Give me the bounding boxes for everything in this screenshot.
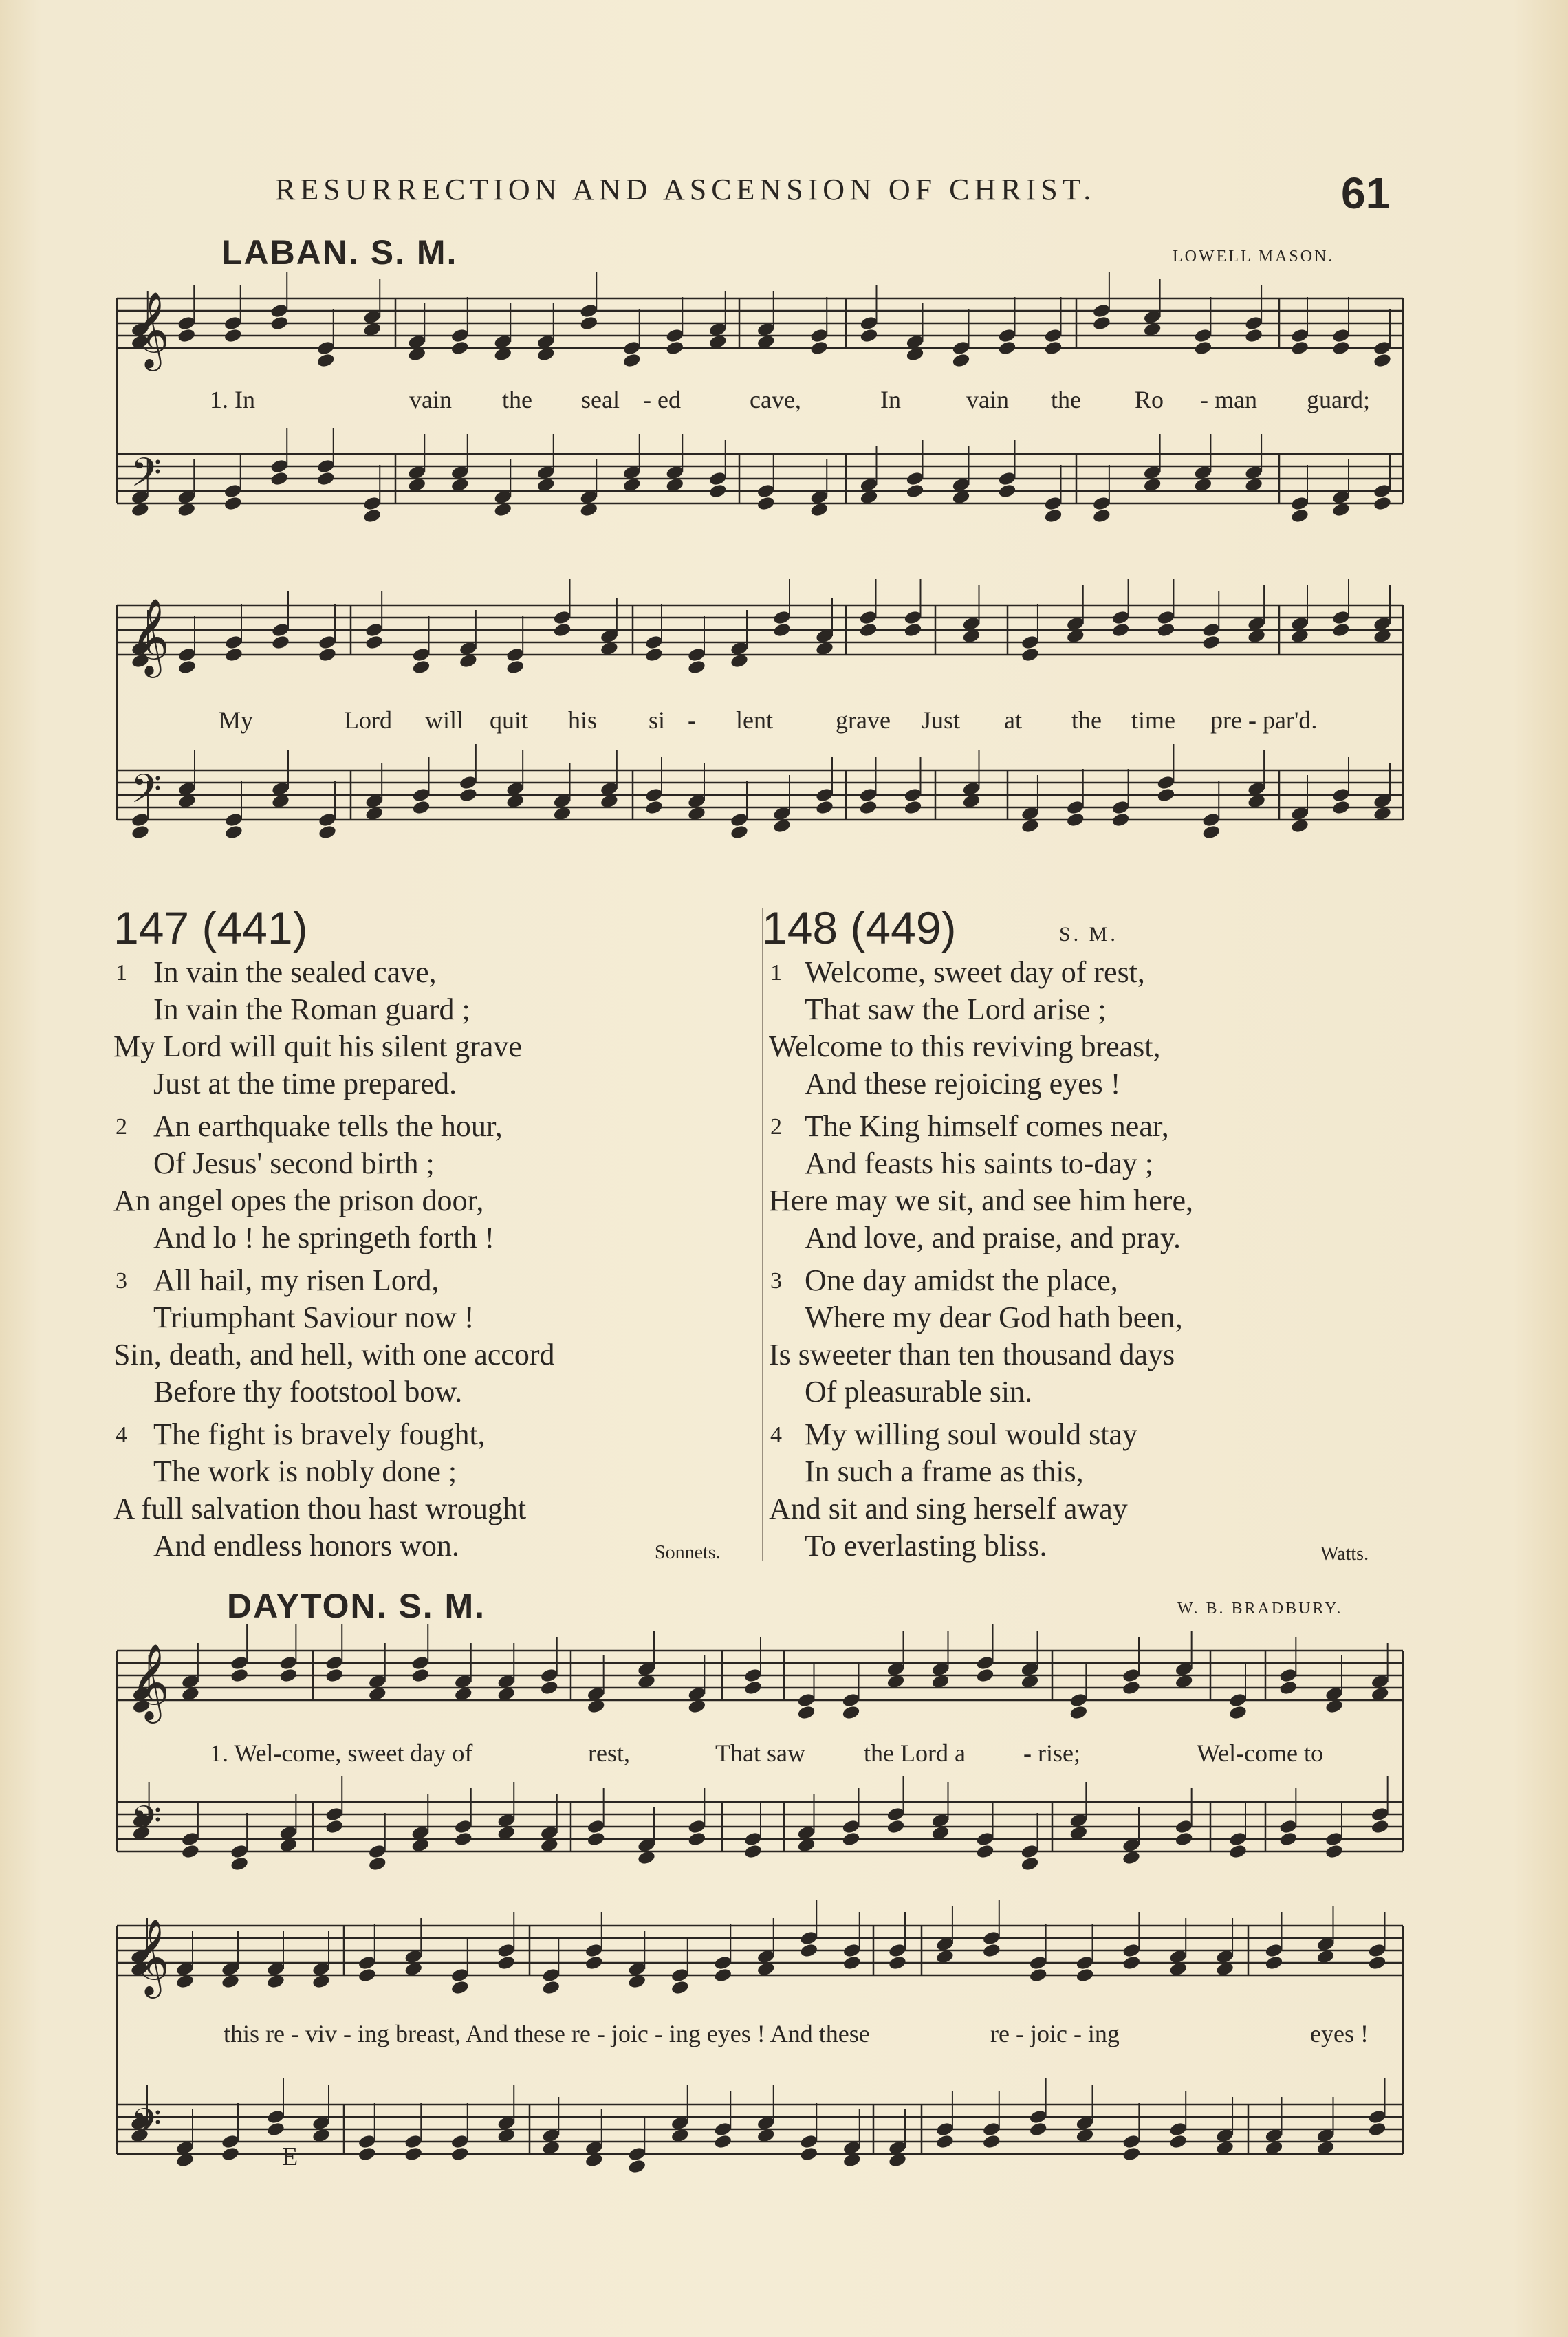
verse-line: Sin, death, and hell, with one accord [113, 1338, 555, 1371]
verse-line: My willing soul would stay [805, 1417, 1138, 1451]
verse-line: An angel opes the prison door, [113, 1184, 484, 1217]
verse-line: A full salvation thou hast wrought [113, 1492, 527, 1525]
lyric-syllable: - man [1200, 386, 1257, 413]
hymn-148-attribution: Watts. [1320, 1543, 1369, 1565]
lyric-syllable: That saw [715, 1739, 805, 1767]
verse-line: The work is nobly done ; [153, 1455, 457, 1488]
lyric-syllable: this re - viv - ing breast, And these re - joic - ing eyes ! And these [224, 2020, 870, 2047]
composer-bradbury: W. B. BRADBURY. [1177, 1600, 1343, 1618]
svg-text:𝄢: 𝄢 [131, 449, 162, 506]
lyric-syllable: In [880, 386, 901, 413]
svg-text:𝄞: 𝄞 [131, 291, 170, 368]
tune-name-dayton: DAYTON. S. M. [227, 1587, 486, 1625]
lyric-syllable: re - joic - ing [990, 2020, 1120, 2047]
lyric-syllable: cave, [750, 386, 801, 413]
verse-line: And feasts his saints to-day ; [805, 1146, 1154, 1180]
composer-lowell-mason: LOWELL MASON. [1173, 248, 1335, 265]
verse-line: All hail, my risen Lord, [153, 1263, 439, 1297]
lyric-syllable: eyes ! [1310, 2020, 1369, 2047]
svg-text:𝄢: 𝄢 [131, 1797, 162, 1854]
verse-line: One day amidst the place, [805, 1263, 1118, 1297]
lyric-syllable: the Lord a [864, 1739, 966, 1767]
page-number: 61 [1341, 169, 1391, 218]
verse-line: And endless honors won. [153, 1529, 459, 1563]
lyric-syllable: 1. Wel-come, sweet day of [210, 1739, 473, 1767]
verse-number: 1 [770, 960, 782, 986]
verse-line: My Lord will quit his silent grave [113, 1030, 522, 1063]
verse-line: Just at the time prepared. [153, 1067, 457, 1100]
lyric-syllable: lent [736, 706, 773, 734]
lyric-syllable: rest, [588, 1739, 630, 1767]
tune-name-laban: LABAN. S. M. [221, 233, 458, 272]
verse-line: In vain the Roman guard ; [153, 992, 470, 1026]
verse-line: In such a frame as this, [805, 1455, 1084, 1488]
lyric-syllable: at [1004, 706, 1022, 734]
verse-line: And love, and praise, and pray. [805, 1221, 1181, 1254]
hymn-147-attribution: Sonnets. [655, 1542, 721, 1563]
lyric-syllable: - rise; [1023, 1739, 1080, 1767]
lyric-syllable: will [425, 706, 464, 734]
verse-line: Before thy footstool bow. [153, 1375, 463, 1409]
verse-line: Welcome to this reviving breast, [769, 1030, 1161, 1063]
svg-text:𝄞: 𝄞 [131, 1643, 170, 1720]
lyric-syllable: - ed [643, 386, 681, 413]
verse-line: Of Jesus' second birth ; [153, 1146, 435, 1180]
signature-mark: E [282, 2142, 298, 2171]
verse-line: An earthquake tells the hour, [153, 1109, 503, 1143]
verse-number: 2 [116, 1114, 127, 1140]
lyric-syllable: his [568, 706, 598, 734]
verse-line: Here may we sit, and see him here, [769, 1184, 1193, 1217]
lyric-syllable: quit [490, 706, 529, 734]
lyric-syllable: My [219, 706, 254, 734]
verse-line: The King himself comes near, [805, 1109, 1169, 1143]
verse-line: Welcome, sweet day of rest, [805, 955, 1145, 989]
lyric-syllable: time [1131, 706, 1175, 734]
svg-text:𝄢: 𝄢 [131, 2100, 162, 2156]
verse-line: In vain the sealed cave, [153, 955, 437, 989]
lyric-syllable: grave [836, 706, 891, 734]
verse-number: 4 [116, 1422, 127, 1448]
lyric-syllable: the [502, 386, 532, 413]
lyric-syllable: si [649, 706, 666, 734]
verse-number: 4 [770, 1422, 782, 1448]
svg-text:𝄞: 𝄞 [131, 1918, 170, 1995]
lyric-syllable: Wel-come to [1197, 1739, 1324, 1767]
lyric-syllable: vain [966, 386, 1009, 413]
lyric-syllable: Ro [1135, 386, 1164, 413]
hymn-148-number: 148 (449) [762, 902, 957, 953]
verse-number: 3 [116, 1268, 127, 1294]
hymn-148-meter: S. M. [1059, 923, 1118, 946]
verse-line: And lo ! he springeth forth ! [153, 1221, 495, 1254]
verse-line: Triumphant Saviour now ! [153, 1301, 475, 1334]
svg-text:𝄞: 𝄞 [131, 598, 170, 675]
lyric-syllable: pre - par'd. [1210, 706, 1318, 734]
running-title: RESURRECTION AND ASCENSION OF CHRIST. [275, 173, 1096, 206]
lyric-syllable: the [1051, 386, 1081, 413]
column-divider [762, 908, 763, 1561]
lyric-syllable: Just [922, 706, 961, 734]
verse-number: 1 [116, 960, 127, 986]
lyric-syllable: vain [409, 386, 452, 413]
verse-line: Of pleasurable sin. [805, 1375, 1033, 1409]
verse-number: 3 [770, 1268, 782, 1294]
lyric-syllable: 1. In [210, 386, 255, 413]
lyric-syllable: guard; [1307, 386, 1370, 413]
verse-line: Where my dear God hath been, [805, 1301, 1183, 1334]
verse-line: And sit and sing herself away [769, 1492, 1128, 1525]
hymn-147-number: 147 (441) [113, 902, 308, 953]
verse-line: To everlasting bliss. [805, 1529, 1047, 1563]
verse-line: The fight is bravely fought, [153, 1417, 486, 1451]
verse-line: That saw the Lord arise ; [805, 992, 1107, 1026]
verse-line: And these rejoicing eyes ! [805, 1067, 1121, 1100]
lyric-syllable: Lord [344, 706, 392, 734]
lyric-syllable: seal [581, 386, 620, 413]
lyric-syllable: - [688, 706, 696, 734]
svg-text:𝄢: 𝄢 [131, 765, 162, 822]
lyric-syllable: the [1071, 706, 1102, 734]
verse-number: 2 [770, 1114, 782, 1140]
verse-line: Is sweeter than ten thousand days [769, 1338, 1175, 1371]
